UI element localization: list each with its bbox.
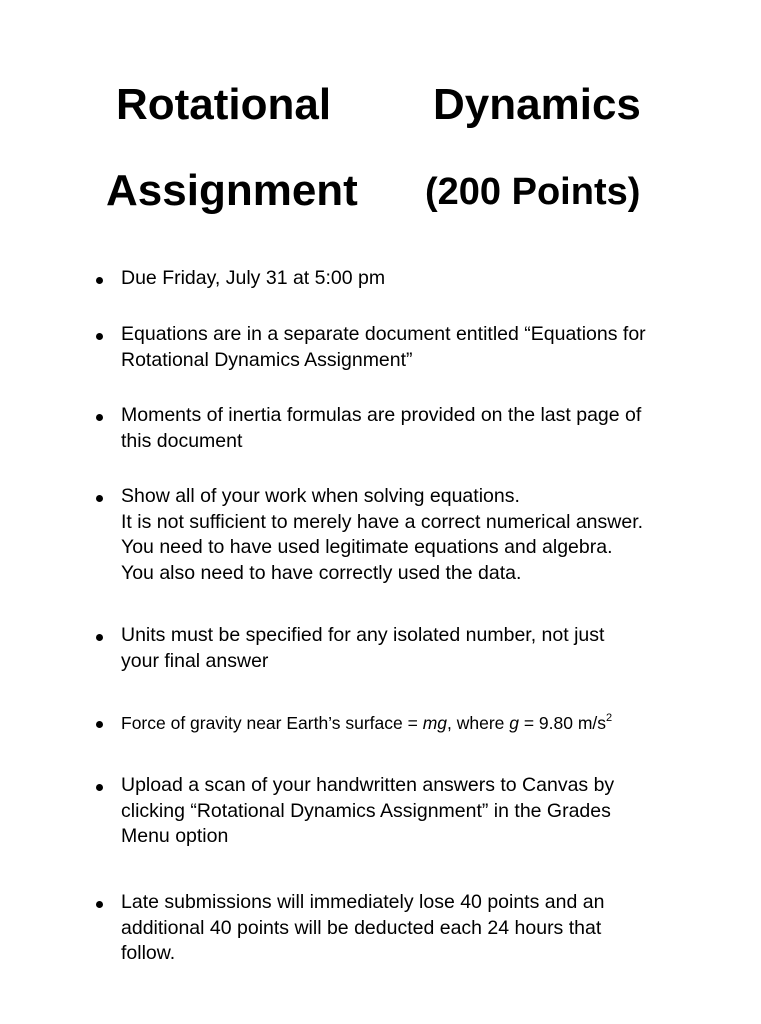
gravity-prefix: Force of gravity near Earth’s surface = [121, 713, 423, 733]
bullet-dot-icon [96, 277, 103, 284]
title-word-dynamics: Dynamics [433, 80, 641, 129]
bullet-dot-icon [96, 634, 103, 641]
gravity-exponent: 2 [606, 712, 613, 724]
gravity-g: g [509, 713, 519, 733]
bullet-text: Equations are in a separate document entitled “Equations for Rotational Dynamics Assignment” [121, 323, 646, 371]
bullet-text-gravity [121, 711, 721, 735]
title-word-rotational: Rotational [116, 80, 332, 129]
bullet-text: Units must be specified for any isolated number, not just your final answer [121, 624, 605, 672]
gravity-mg: mg [422, 713, 447, 733]
bullet-text: Late submissions will immediately lose 40 points and an additional 40 points will be deducted each 24 hours that follow. [121, 891, 605, 964]
bullet-dot-icon [96, 495, 103, 502]
bullet-dot-icon [96, 901, 103, 908]
title-points: (200 Points) [425, 171, 641, 213]
gravity-suffix: = 9.80 m/s [518, 713, 607, 733]
title-line-1 [0, 80, 761, 140]
bullet-text: Moments of inertia formulas are provided on the last page of this document [121, 404, 642, 452]
bullet-dot-icon [96, 784, 103, 791]
bullet-text: Due Friday, July 31 at 5:00 pm [121, 267, 386, 289]
bullet-dot-icon [96, 414, 103, 421]
gravity-mid: , where [447, 713, 510, 733]
title-line-2 [0, 166, 761, 226]
title-word-assignment: Assignment [106, 166, 358, 215]
bullet-text: Show all of your work when solving equations. It is not sufficient to merely have a correct numerical answer. You need to have used legitimate equations and algebra. You also need to have correctly used the data. [121, 485, 644, 584]
bullet-dot-icon [96, 333, 103, 340]
bullet-text: Upload a scan of your handwritten answers to Canvas by clicking “Rotational Dynamics Assignment” in the Grades Menu option [121, 774, 615, 847]
bullet-dot-icon [96, 721, 103, 728]
